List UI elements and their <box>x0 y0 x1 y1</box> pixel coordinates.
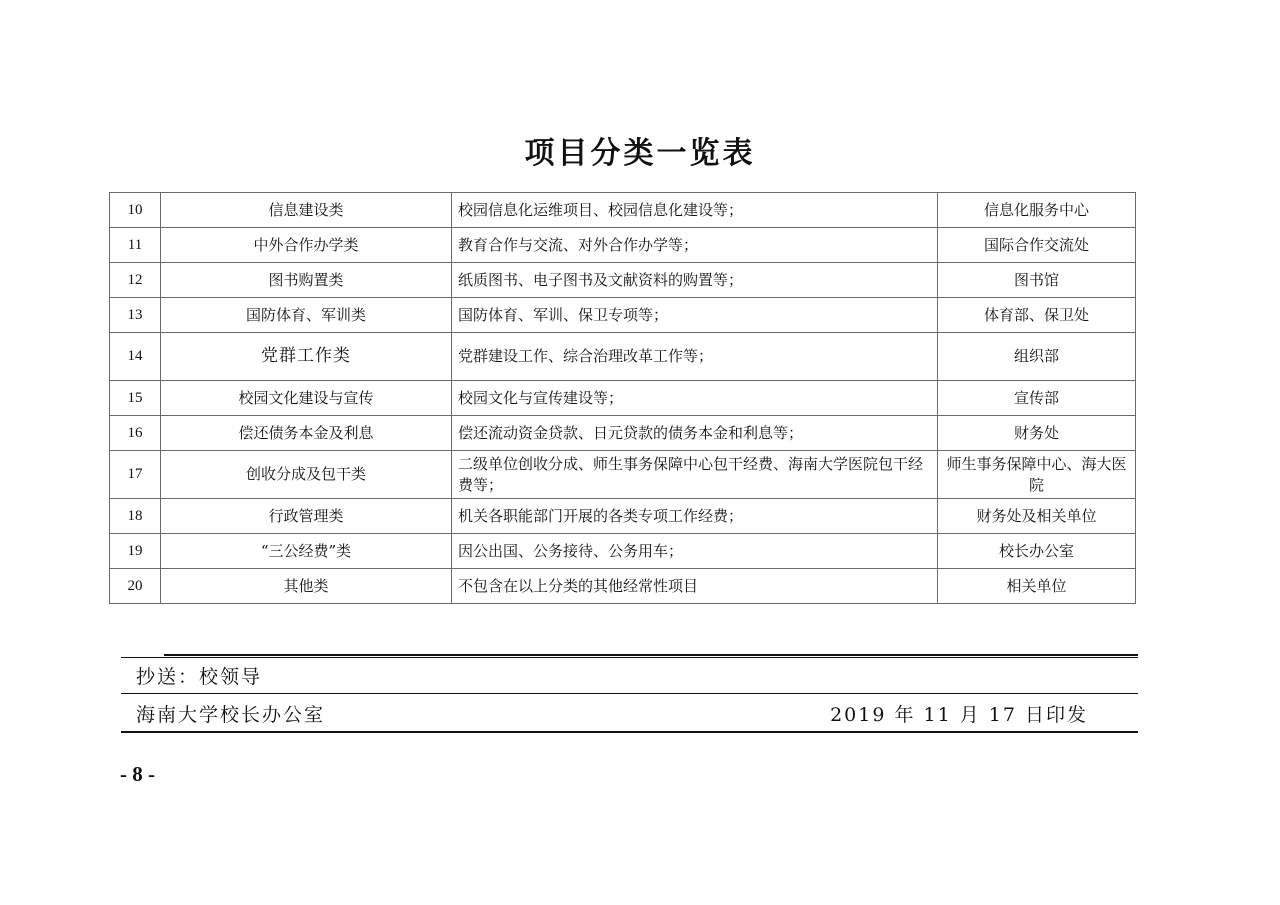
table-row <box>110 228 1136 263</box>
footer-bottom-rule <box>121 731 1138 733</box>
responsible-department: 国际合作交流处 <box>938 228 1136 263</box>
table-row <box>110 499 1136 534</box>
category-name: 其他类 <box>161 569 452 604</box>
category-name: 创收分成及包干类 <box>161 451 452 499</box>
category-description: 校园文化与宣传建设等； <box>452 381 938 416</box>
footer-top-rule <box>164 654 1138 656</box>
responsible-department: 组织部 <box>938 333 1136 381</box>
responsible-department: 体育部、保卫处 <box>938 298 1136 333</box>
responsible-department: 信息化服务中心 <box>938 193 1136 228</box>
table-row <box>110 569 1136 604</box>
row-number: 18 <box>110 499 161 534</box>
row-number: 19 <box>110 534 161 569</box>
row-number: 17 <box>110 451 161 499</box>
category-name: 偿还债务本金及利息 <box>161 416 452 451</box>
category-description: 二级单位创收分成、师生事务保障中心包干经费、海南大学医院包干经费等； <box>452 451 938 499</box>
category-name: 党群工作类 <box>161 333 452 381</box>
issuing-office: 海南大学校长办公室 <box>136 704 326 726</box>
responsible-department: 相关单位 <box>938 569 1136 604</box>
table-row <box>110 534 1136 569</box>
cc-recipients: 抄送：校领导 <box>136 666 263 688</box>
category-description: 校园信息化运维项目、校园信息化建设等； <box>452 193 938 228</box>
category-description: 党群建设工作、综合治理改革工作等； <box>452 333 938 381</box>
category-description: 偿还流动资金贷款、日元贷款的债务本金和利息等； <box>452 416 938 451</box>
footer-middle-rule <box>121 693 1138 694</box>
category-name: “三公经费”类 <box>161 534 452 569</box>
category-description: 国防体育、军训、保卫专项等； <box>452 298 938 333</box>
category-description: 不包含在以上分类的其他经常性项目 <box>452 569 938 604</box>
responsible-department: 师生事务保障中心、海大医院 <box>938 451 1136 499</box>
row-number: 16 <box>110 416 161 451</box>
page-number: - 8 - <box>120 762 155 786</box>
category-name: 校园文化建设与宣传 <box>161 381 452 416</box>
category-description: 机关各职能部门开展的各类专项工作经费； <box>452 499 938 534</box>
table-row <box>110 193 1136 228</box>
page-title: 项目分类一览表 <box>524 136 756 171</box>
row-number: 20 <box>110 569 161 604</box>
responsible-department: 财务处及相关单位 <box>938 499 1136 534</box>
category-name: 中外合作办学类 <box>161 228 452 263</box>
category-name: 信息建设类 <box>161 193 452 228</box>
footer-top-thin-rule <box>121 657 1138 658</box>
category-description: 因公出国、公务接待、公务用车； <box>452 534 938 569</box>
row-number: 15 <box>110 381 161 416</box>
table-row <box>110 416 1136 451</box>
table-row <box>110 298 1136 333</box>
row-number: 10 <box>110 193 161 228</box>
table-row <box>110 333 1136 381</box>
project-category-table <box>109 192 1136 604</box>
row-number: 14 <box>110 333 161 381</box>
responsible-department: 宣传部 <box>938 381 1136 416</box>
category-name: 国防体育、军训类 <box>161 298 452 333</box>
row-number: 11 <box>110 228 161 263</box>
responsible-department: 图书馆 <box>938 263 1136 298</box>
responsible-department: 校长办公室 <box>938 534 1136 569</box>
row-number: 13 <box>110 298 161 333</box>
responsible-department: 财务处 <box>938 416 1136 451</box>
category-description: 教育合作与交流、对外合作办学等； <box>452 228 938 263</box>
category-name: 图书购置类 <box>161 263 452 298</box>
table-row <box>110 263 1136 298</box>
category-name: 行政管理类 <box>161 499 452 534</box>
table-row <box>110 451 1136 499</box>
issue-date: 2019 年 11 月 17 日印发 <box>830 704 1088 726</box>
category-description: 纸质图书、电子图书及文献资料的购置等； <box>452 263 938 298</box>
row-number: 12 <box>110 263 161 298</box>
table-row <box>110 381 1136 416</box>
